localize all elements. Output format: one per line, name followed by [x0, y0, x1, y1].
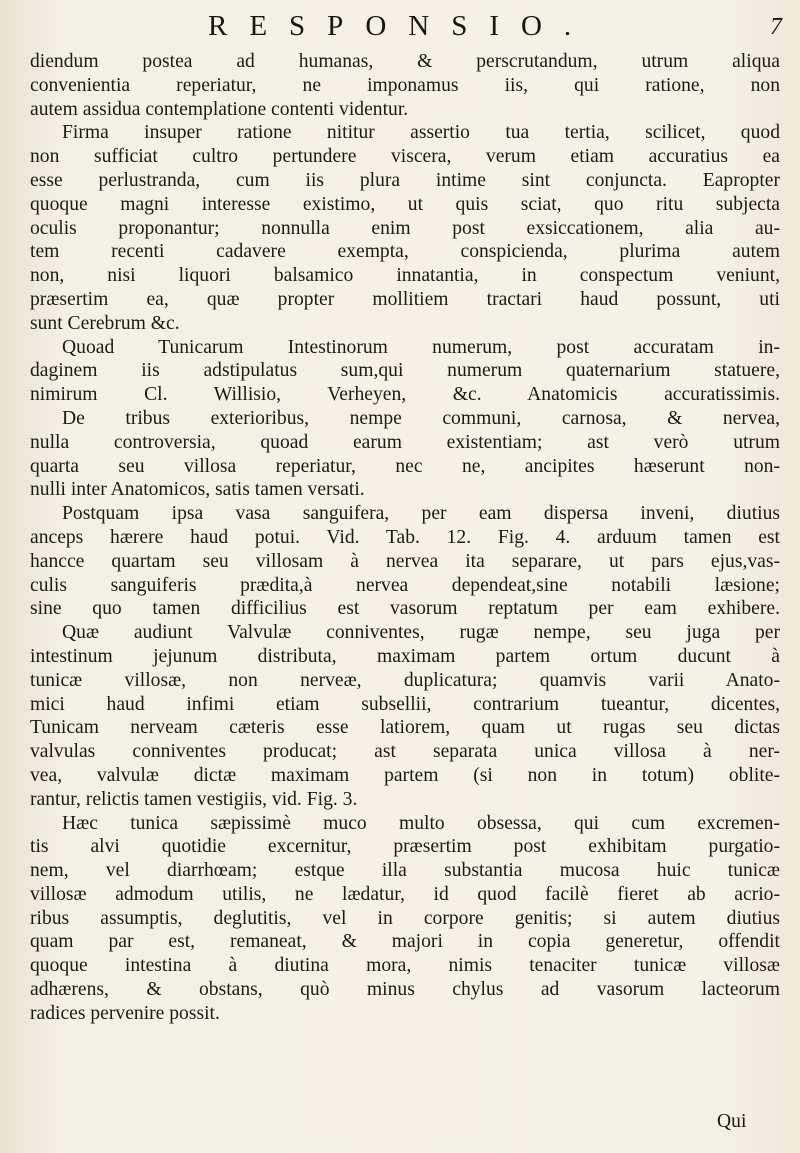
text-line: diendum postea ad humanas, & perscrutandum, utrum aliqua	[30, 51, 780, 72]
text-line: culis sanguiferis prædita,à nervea dependeat,sine notabili læsione;	[30, 574, 780, 596]
text-line: tunicæ villosæ, non nerveæ, duplicatura; quamvis varii Anato-	[30, 669, 780, 691]
text-line: quoque magni interesse existimo, ut quis sciat, quo ritu subjecta	[30, 193, 780, 215]
text-line: Hæc tunica sæpissimè muco multo obsessa, qui cum excremen-	[62, 812, 780, 834]
text-line: tem recenti cadavere exempta, conspicienda, plurima autem	[30, 241, 780, 263]
text-line: convenientia reperiatur, ne imponamus iis, qui ratione, non	[30, 74, 780, 96]
text-line: vea, valvulæ dictæ maximam partem (si non in totum) oblite-	[30, 764, 780, 786]
text-line: non, nisi liquori balsamico innatantia, in conspectum veniunt,	[30, 265, 780, 287]
text-line: esse perlustranda, cum iis plura intime sint conjuncta. Eapropter	[30, 169, 780, 191]
text-line: Quoad Tunicarum Intestinorum numerum, post accuratam in-	[62, 336, 780, 358]
text-line: hancce quartam seu villosam à nervea ita separare, ut pars ejus,vas-	[30, 550, 780, 572]
text-line: quoque intestina à diutina mora, nimis tenaciter tunicæ villosæ	[30, 955, 780, 977]
text-line: autem assidua contemplatione contenti videntur.	[30, 98, 409, 120]
body-text	[30, 50, 780, 1026]
text-line: præsertim ea, quæ propter mollitiem tractari haud possunt, uti	[30, 288, 780, 310]
running-head: RESPONSIO.	[208, 10, 594, 42]
text-line: Firma insuper ratione nititur assertio tua tertia, scilicet, quod	[62, 122, 780, 144]
catchword: Qui	[717, 1111, 747, 1132]
text-line: De tribus exterioribus, nempe communi, carnosa, & nervea,	[62, 407, 780, 429]
page-header	[0, 8, 800, 48]
text-line: Quæ audiunt Valvulæ conniventes, rugæ nempe, seu juga per	[62, 622, 780, 644]
text-line: Tunicam nerveam cæteris esse latiorem, quam ut rugas seu dictas	[30, 717, 780, 739]
text-line: nimirum Cl. Willisio, Verheyen, &c. Anatomicis accuratissimis.	[30, 384, 780, 406]
text-line: non sufficiat cultro pertundere viscera, verum etiam accuratius ea	[30, 146, 780, 168]
text-line: ribus assumptis, deglutitis, vel in corpore genitis; si autem diutius	[30, 907, 780, 929]
text-line: rantur, relictis tamen vestigiis, vid. Fig. 3.	[30, 788, 358, 810]
text-line: valvulas conniventes producat; ast separata unica villosa à ner-	[30, 741, 780, 763]
text-line: anceps hærere haud potui. Vid. Tab. 12. Fig. 4. arduum tamen est	[30, 526, 780, 548]
text-line: villosæ admodum utilis, ne lædatur, id quod facilè fieret ab acrio-	[30, 883, 780, 905]
text-line: nulli inter Anatomicos, satis tamen versati.	[30, 479, 365, 501]
text-line: Postquam ipsa vasa sanguifera, per eam dispersa inveni, diutius	[62, 503, 780, 525]
text-line: adhærens, & obstans, quò minus chylus ad vasorum lacteorum	[30, 979, 780, 1001]
text-line: nulla controversia, quoad earum existentiam; ast verò utrum	[30, 431, 780, 453]
text-line: sunt Cerebrum &c.	[30, 312, 180, 334]
text-line: nem, vel diarrhœam; estque illa substantia mucosa huic tunicæ	[30, 860, 780, 882]
text-line: radices pervenire possit.	[30, 1002, 220, 1024]
text-line: quarta seu villosa reperiatur, nec ne, ancipites hæserunt non-	[30, 455, 780, 477]
text-line: sine quo tamen difficilius est vasorum reptatum per eam exhibere.	[30, 598, 780, 620]
text-line: quam par est, remaneat, & majori in copia generetur, offendit	[30, 931, 780, 953]
text-line: mici haud infimi etiam subsellii, contrarium tueantur, dicentes,	[30, 693, 780, 715]
text-line: intestinum jejunum distributa, maximam partem ortum ducunt à	[30, 645, 780, 667]
text-line: tis alvi quotidie excernitur, præsertim post exhibitam purgatio-	[30, 836, 780, 858]
text-line: oculis proponantur; nonnulla enim post exsiccationem, alia au-	[30, 217, 780, 239]
page-number: 7	[770, 14, 782, 40]
text-line: daginem iis adstipulatus sum,qui numerum quaternarium statuere,	[30, 360, 780, 382]
